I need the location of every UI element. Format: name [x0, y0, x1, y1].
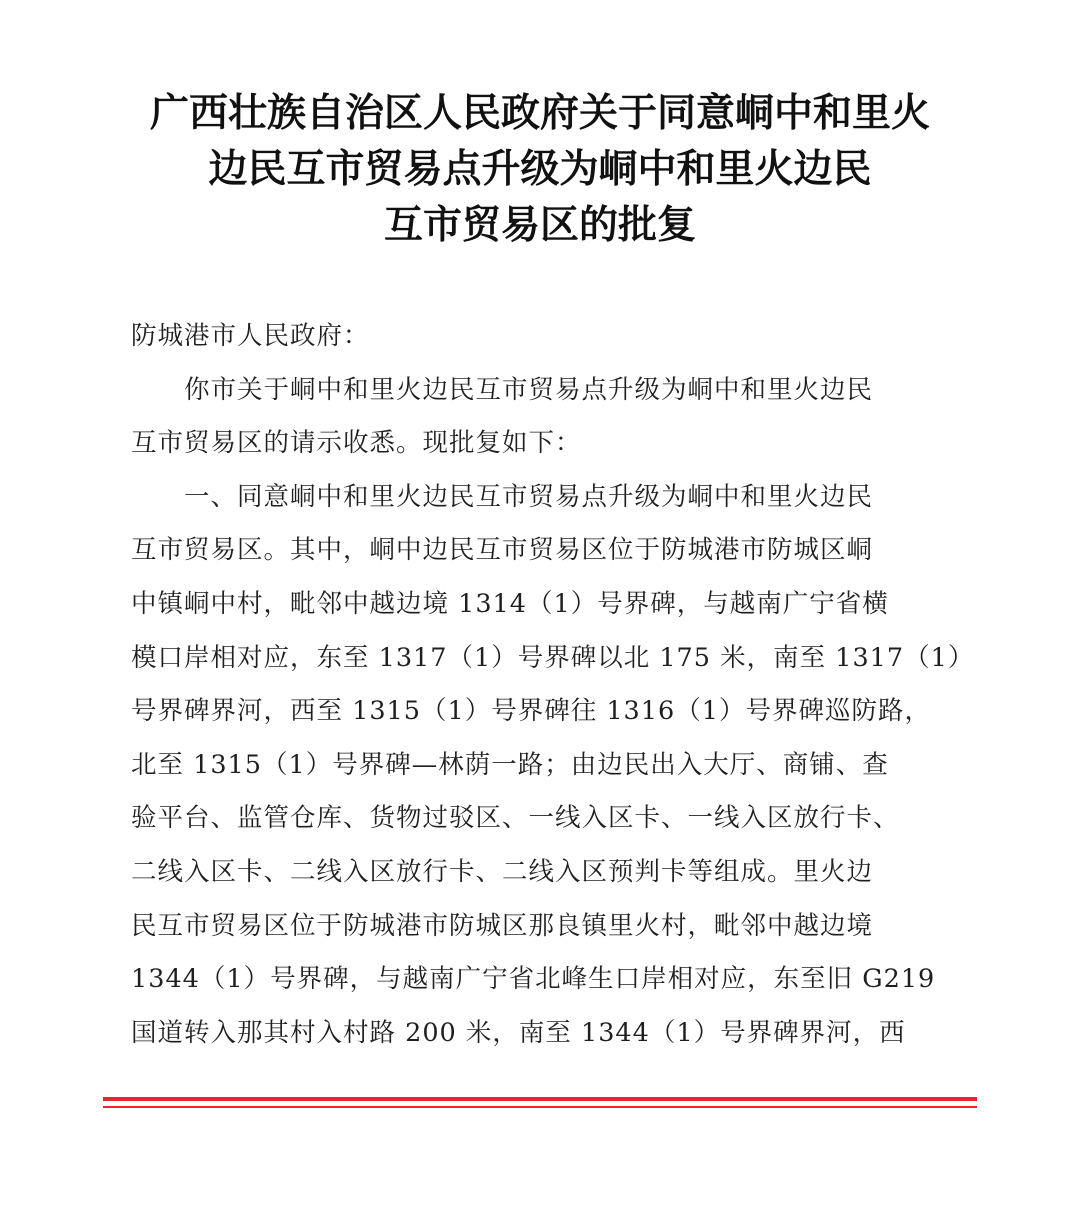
- document-title: [100, 86, 980, 254]
- title-line-2: 边民互市贸易点升级为峒中和里火边民: [208, 147, 872, 192]
- body-line: 二线入区卡、二线入区放行卡、二线入区预判卡等组成。里火边: [131, 856, 874, 887]
- body-line: 模口岸相对应，东至 1317（1）号界碑以北 175 米，南至 1317（1）: [131, 642, 975, 673]
- body-line: 你市关于峒中和里火边民互市贸易点升级为峒中和里火边民: [131, 374, 874, 405]
- body-line: 北至 1315（1）号界碑—林荫一路；由边民出入大厅、商铺、查: [131, 749, 889, 780]
- body-line: 1344（1）号界碑，与越南广宁省北峰生口岸相对应，东至旧 G219: [131, 964, 936, 995]
- body-line: 互市贸易区。其中，峒中边民互市贸易区位于防城港市防城区峒: [131, 535, 874, 566]
- body-line: 验平台、监管仓库、货物过驳区、一线入区卡、一线入区放行卡、: [131, 803, 900, 834]
- body-line: 国道转入那其村入村路 200 米，南至 1344（1）号界碑界河，西: [131, 1017, 906, 1048]
- body-line: 一、同意峒中和里火边民互市贸易点升级为峒中和里火边民: [131, 481, 874, 512]
- title-line-3: 互市贸易区的批复: [383, 203, 696, 248]
- body-line: 民互市贸易区位于防城港市防城区那良镇里火村，毗邻中越边境: [131, 910, 874, 941]
- addressee-line: 防城港市人民政府：: [131, 321, 370, 351]
- document-body: [131, 310, 975, 1060]
- body-line: 互市贸易区的请示收悉。现批复如下：: [131, 428, 582, 459]
- title-line-1: 广西壮族自治区人民政府关于同意峒中和里火: [149, 91, 930, 136]
- body-line: 中镇峒中村，毗邻中越边境 1314（1）号界碑，与越南广宁省横: [131, 588, 889, 619]
- red-divider-thin: [103, 1106, 977, 1108]
- red-divider-thick: [103, 1097, 977, 1101]
- body-line: 号界碑界河，西至 1315（1）号界碑往 1316（1）号界碑巡防路，: [131, 696, 931, 727]
